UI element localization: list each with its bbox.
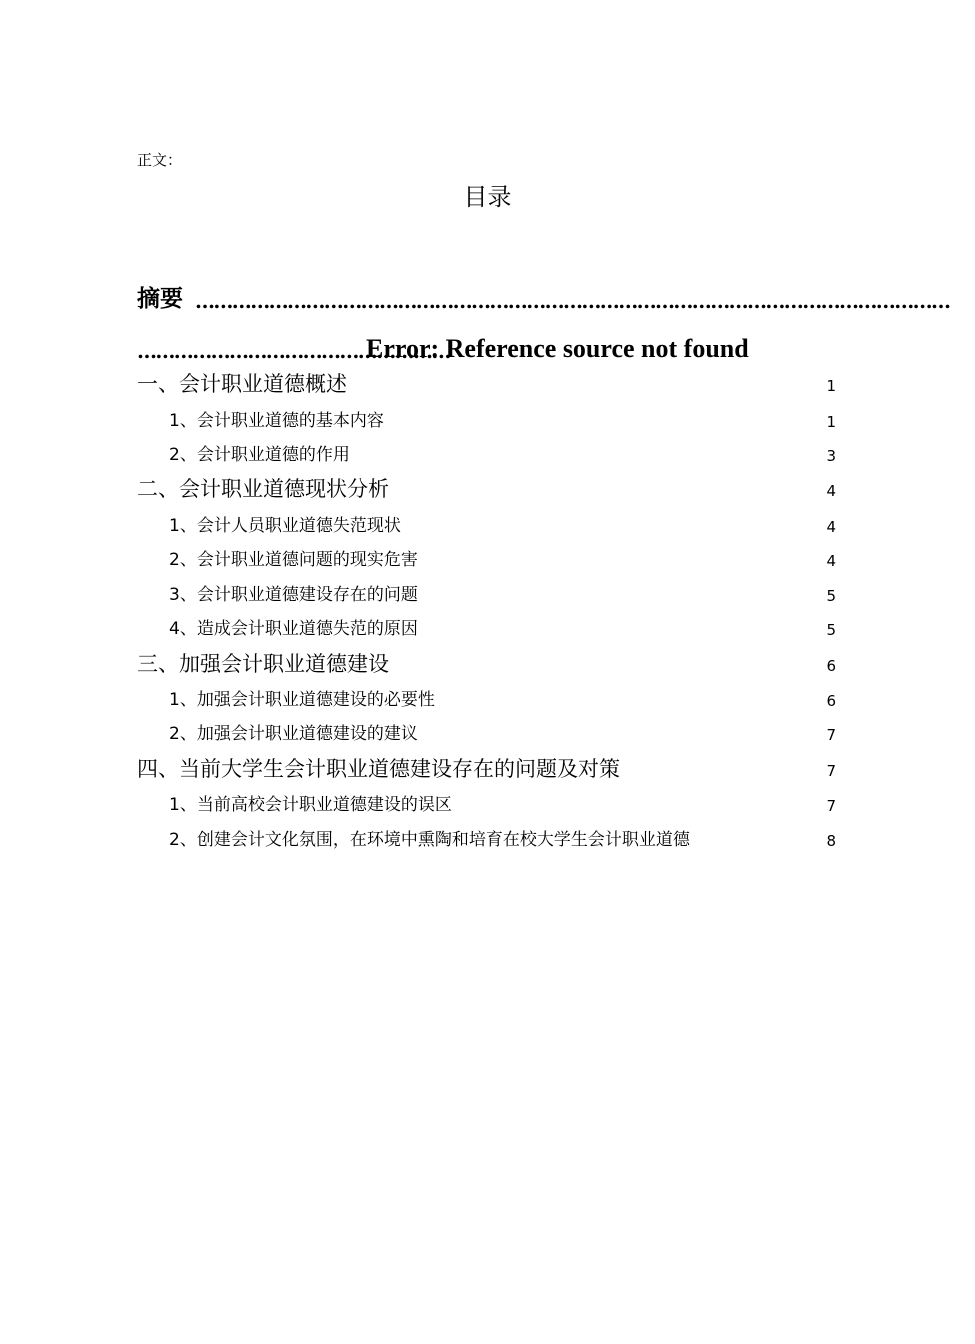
body-label: 正文： bbox=[137, 151, 183, 169]
toc-entry-text: 2、加强会计职业道德建设的建议 bbox=[169, 724, 418, 744]
toc-entry-text: 1、当前高校会计职业道德建设的误区 bbox=[169, 795, 452, 815]
toc-abstract-continuation[interactable] bbox=[137, 331, 749, 365]
toc-entry-page: 4 bbox=[826, 552, 836, 570]
toc-leader-dots: …………………………………………………………………………………………………………… bbox=[195, 289, 950, 313]
toc-entry-page: 1 bbox=[826, 377, 836, 395]
toc-entry-page: 8 bbox=[826, 832, 836, 850]
toc-entry-page: 3 bbox=[826, 447, 836, 465]
toc-entry-page: 5 bbox=[826, 621, 836, 639]
reference-error-text: Error: Reference source not found bbox=[366, 334, 749, 363]
toc-abstract-line[interactable] bbox=[137, 281, 950, 315]
toc-entry-page: 6 bbox=[826, 692, 836, 710]
toc-title: 目录 bbox=[463, 183, 512, 211]
toc-leader-dots: …………………………………………… bbox=[137, 339, 450, 363]
toc-entry-text: 一、会计职业道德概述 bbox=[137, 372, 347, 396]
toc-entry-text: 二、会计职业道德现状分析 bbox=[137, 477, 389, 501]
toc-abstract-label: 摘要 bbox=[137, 286, 183, 312]
toc-entry-page: 7 bbox=[826, 797, 836, 815]
toc-entry-text: 1、会计职业道德的基本内容 bbox=[169, 411, 384, 431]
toc-entry-page: 4 bbox=[826, 518, 836, 536]
toc-entry-page: 5 bbox=[826, 587, 836, 605]
toc-entry-page: 7 bbox=[826, 762, 836, 780]
toc-entry-text: 4、造成会计职业道德失范的原因 bbox=[169, 619, 418, 639]
toc-entry-text: 1、会计人员职业道德失范现状 bbox=[169, 516, 401, 536]
toc-entry-text: 三、加强会计职业道德建设 bbox=[137, 652, 389, 676]
toc-entry-page: 6 bbox=[826, 657, 836, 675]
toc-entry-page: 4 bbox=[826, 482, 836, 500]
toc-entry-page: 7 bbox=[826, 726, 836, 744]
toc-entry-text: 2、会计职业道德的作用 bbox=[169, 445, 350, 465]
toc-entry-text: 3、会计职业道德建设存在的问题 bbox=[169, 585, 418, 605]
toc-entry-text: 2、会计职业道德问题的现实危害 bbox=[169, 550, 418, 570]
toc-entry-text: 四、当前大学生会计职业道德建设存在的问题及对策 bbox=[137, 757, 620, 781]
toc-entry-page: 1 bbox=[826, 413, 836, 431]
toc-entry-text: 2、创建会计文化氛围，在环境中熏陶和培育在校大学生会计职业道德 bbox=[169, 830, 690, 850]
toc-entry-text: 1、加强会计职业道德建设的必要性 bbox=[169, 690, 435, 710]
